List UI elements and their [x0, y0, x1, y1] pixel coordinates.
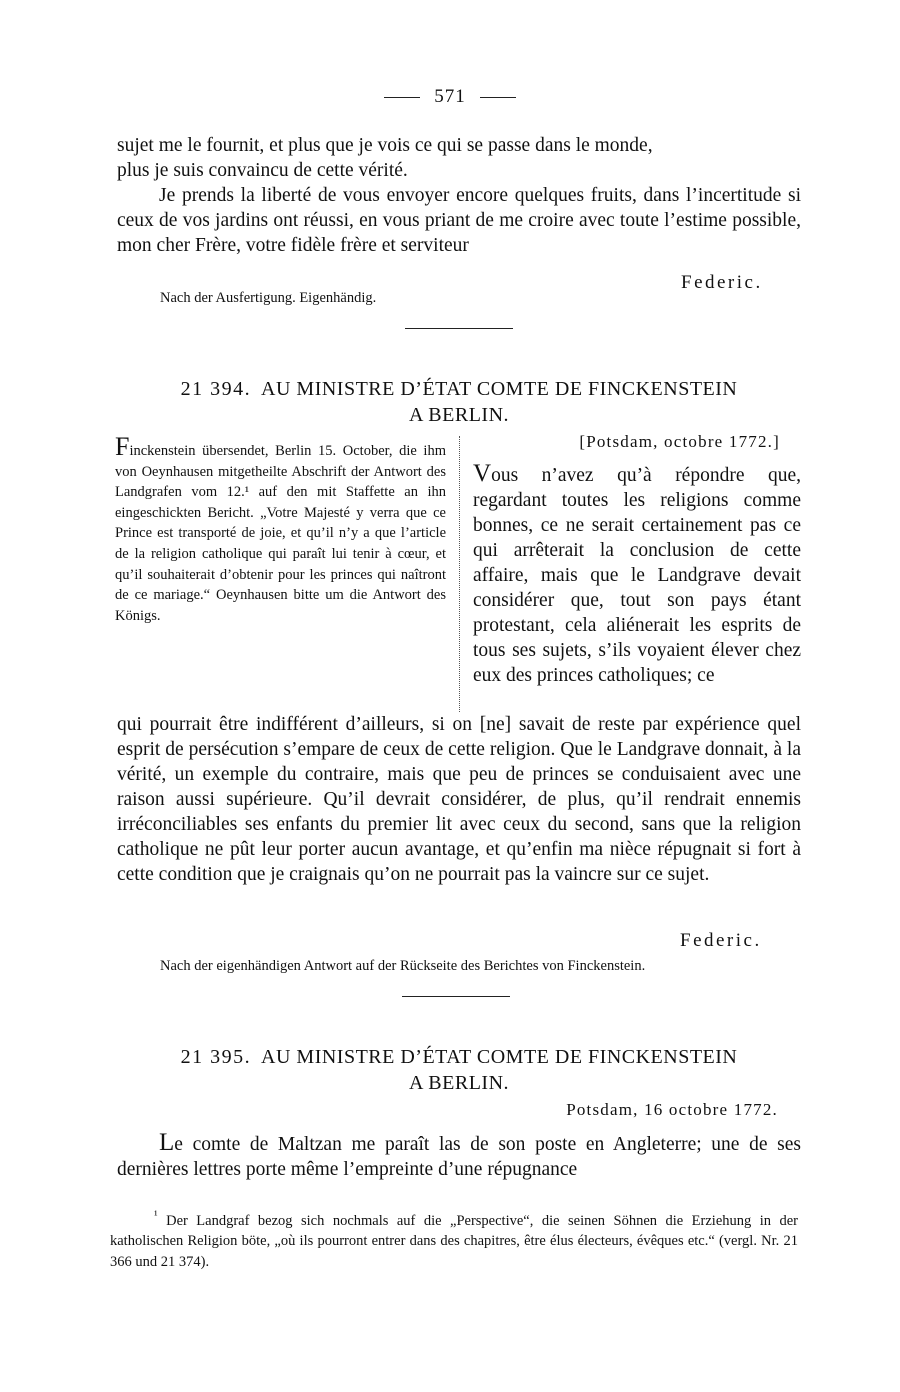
page-number	[0, 86, 900, 108]
letter-21394-source-note: Nach der eigenhändigen Antwort auf der Rückseite des Berichtes von Finckenstein.	[160, 958, 646, 974]
section-divider-2	[402, 996, 510, 997]
letter-21394-heading	[117, 376, 801, 428]
page-number-text: 571	[434, 86, 466, 107]
letter-21394-right-text: ous n’avez qu’à répondre que, regardant toutes les religions comme bonnes, ce ne serait certainement pas ce qui arrêterait la conclusion de cette affaire, mais que le Landgrave devait considérer que, tout son pays étant protestant, cela aliénerait les esprits de tous ses sujets, s’ils voyaient élever chez eux des princes catholiques; ce	[473, 465, 801, 686]
footnote	[110, 1205, 798, 1272]
letter-21394-signature: Federic.	[680, 930, 762, 951]
letter-21394-heading-line1: AU MINISTRE D’ÉTAT COMTE DE FINCKENSTEIN	[261, 378, 738, 400]
letter-21394-regest-initial: F	[115, 432, 130, 461]
letter-21394-continuation: qui pourrait être indifférent d’ailleurs, si on [ne] savait de reste par expérience quel esprit de persécution s’empare de ceux de cette religion. Que le Landgrave donnait, à la vérité, un exemple du contraire, mais que peu de princes se conduisaient avec une raison aussi supérieure. Qu’il devrait considérer, de plus, qu’il rendrait ennemis irréconciliables ses enfants du premier lit avec ceux du second, sans que la religion catholique ne pût leur porter aucun avantage, et qu’enfin ma nièce répugnait si fort à cette condition que je craignais qu’on ne pourrait pas la vaincre sur ce sujet.	[117, 714, 801, 885]
page-number-dash-left	[384, 97, 420, 98]
letter-21395-date: Potsdam, 16 octobre 1772.	[566, 1100, 778, 1119]
top-paragraph-2: Je prends la liberté de vous envoyer encore quelques fruits, dans l’incertitude si ceux de vos jardins ont réussi, en vous priant de me croire avec toute l’estime possible, mon cher Frère, votre fidèle frère et serviteur	[117, 185, 801, 256]
top-paragraph	[117, 133, 801, 258]
page-number-dash-right	[480, 97, 516, 98]
letter-21395-number: 21 395.	[180, 1046, 252, 1068]
letter-21395-body	[117, 1130, 801, 1182]
letter-21395-heading	[117, 1044, 801, 1096]
top-source-note: Nach der Ausfertigung. Eigenhändig.	[160, 290, 377, 306]
footnote-text: Der Landgraf bezog sich nochmals auf die „Perspective“, die seinen Söhnen die Erziehung in der katholischen Religion böte, „où ils pourront entrer dans des chapitres, être élus électeurs, évêques etc.“ (vergl. Nr. 21 366 und 21 374).	[110, 1212, 798, 1270]
column-separator	[459, 436, 460, 712]
top-line-1: sujet me le fournit, et plus que je vois ce qui se passe dans le monde,	[117, 135, 653, 156]
letter-21394-body-column	[473, 461, 801, 688]
section-divider-1	[405, 328, 513, 329]
letter-21395-heading-line1: AU MINISTRE D’ÉTAT COMTE DE FINCKENSTEIN	[261, 1046, 738, 1068]
letter-21394-number: 21 394.	[180, 378, 252, 400]
letter-21394-initial: V	[473, 460, 492, 487]
top-signature: Federic.	[681, 272, 763, 293]
letter-21395-text: e comte de Maltzan me paraît las de son poste en Angleterre; une de ses dernières lettres porte même l’empreinte d’une répugnance	[117, 1134, 801, 1180]
letter-21395-heading-line2: A BERLIN.	[408, 1072, 510, 1094]
letter-21395-initial: L	[159, 1129, 175, 1156]
letter-21394-date: [Potsdam, octobre 1772.]	[579, 432, 780, 451]
letter-21394-heading-line2: A BERLIN.	[408, 404, 510, 426]
top-line-2: plus je suis convaincu de cette vérité.	[117, 160, 408, 181]
letter-21394-regest-text: inckenstein übersendet, Berlin 15. October, die ihm von Oeynhausen mitgetheilte Abschrift der Antwort des Landgrafen vom 12.¹ auf den mit Staffette an ihn eingeschickten Bericht. „Votre Majesté y verra que ce Prince est transporté de joie, et qu’il n’y a que l’article de la religion catholique qui paraît lui tenir à cœur, et qu’il souhaiterait d’obtenir pour les princes qui naîtront de ce mariage.“ Oeynhausen bitte um die Antwort des Königs.	[115, 443, 446, 624]
footnote-marker: ¹	[154, 1208, 158, 1222]
letter-21394-regest	[115, 432, 446, 626]
